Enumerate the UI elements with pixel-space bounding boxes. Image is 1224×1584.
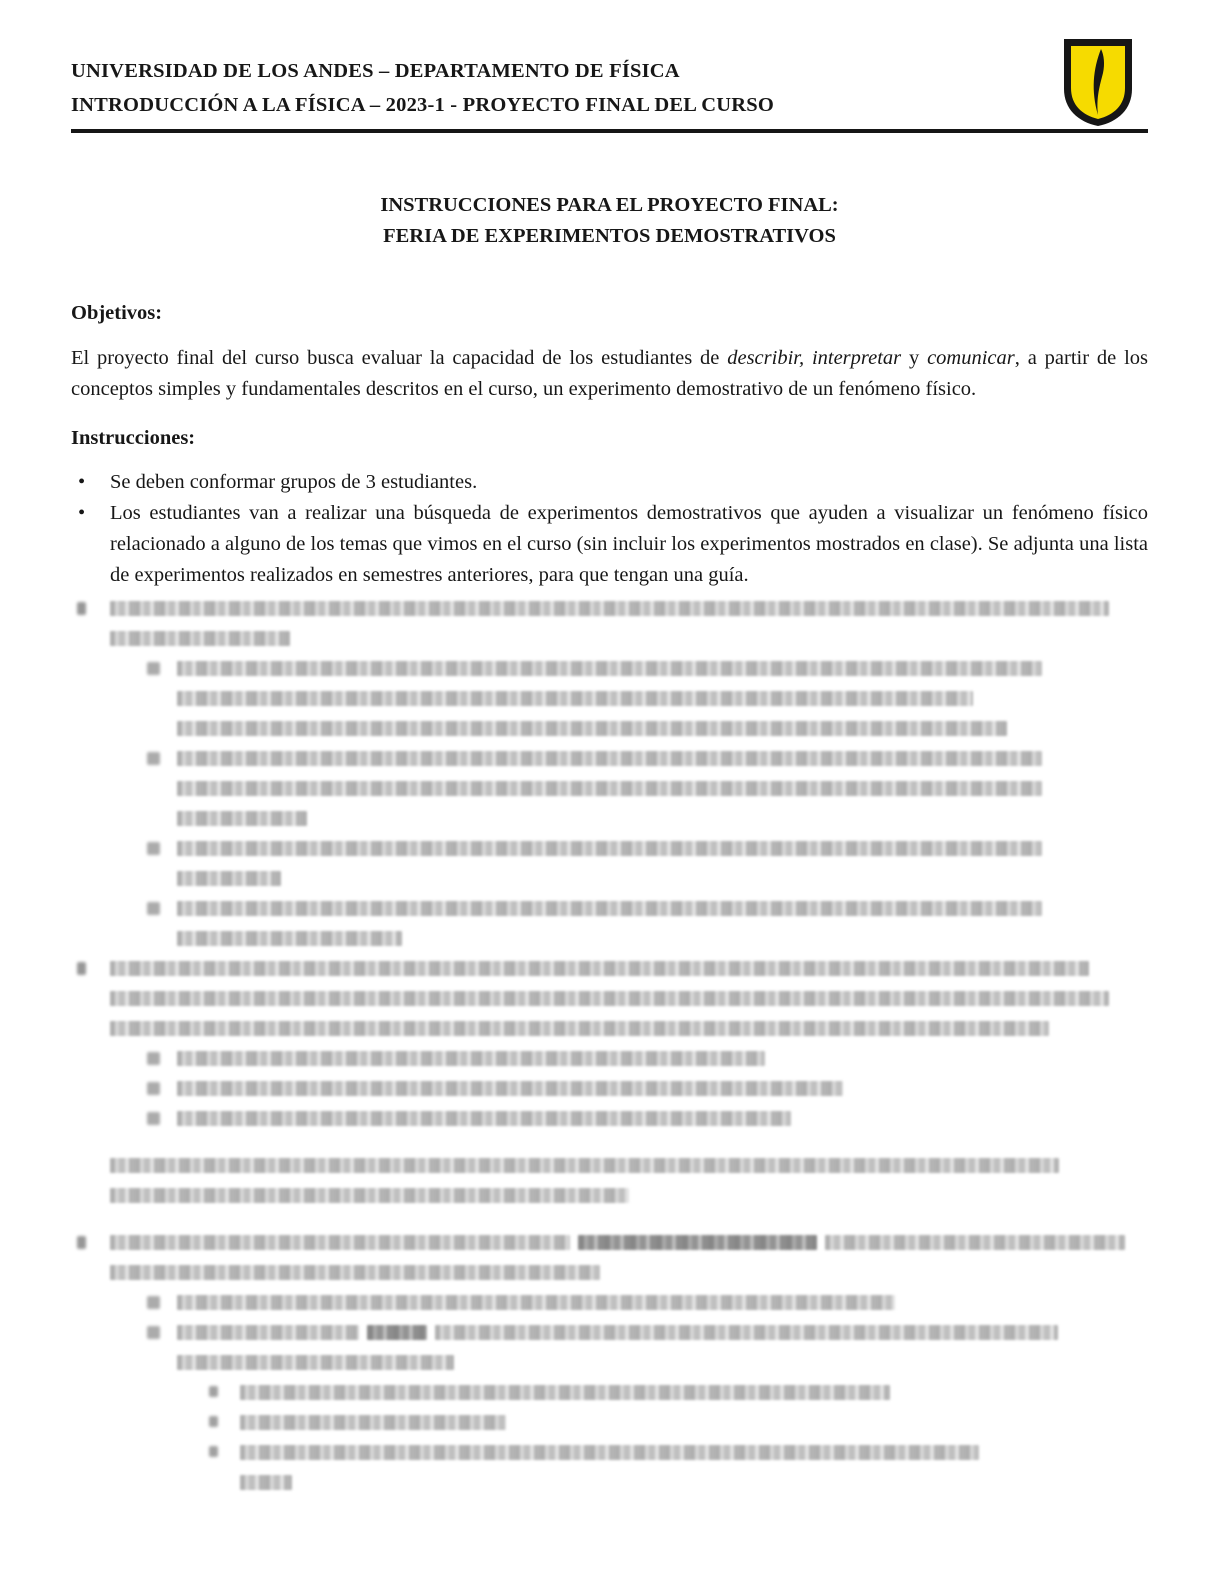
- redacted-text-line: [71, 1347, 1148, 1377]
- redacted-segment: [177, 661, 1042, 676]
- redacted-segment: [177, 871, 281, 886]
- redacted-text-line: [71, 833, 1148, 863]
- redacted-text-line: [71, 1103, 1148, 1133]
- bullet-marker: •: [78, 471, 86, 493]
- text-run: El proyecto final del curso busca evaluar la capacidad de los estudiantes de: [71, 347, 728, 369]
- redacted-text-line: [71, 683, 1148, 713]
- redacted-blurred-text-block: [71, 593, 1148, 1497]
- redacted-gap: [71, 1210, 1148, 1227]
- redacted-segment: [177, 1111, 791, 1126]
- redacted-sq-marker: [209, 1446, 218, 1457]
- redacted-text-line: [71, 1287, 1148, 1317]
- redacted-segment: [110, 991, 1109, 1006]
- redacted-segment: [177, 721, 1007, 736]
- redacted-segment: [435, 1325, 1058, 1340]
- redacted-text-line: [71, 1227, 1148, 1257]
- redacted-alpha-marker: [147, 842, 160, 855]
- instrucciones-heading: Instrucciones:: [71, 427, 196, 449]
- redacted-sq-marker: [209, 1416, 218, 1427]
- redacted-text-line: [71, 653, 1148, 683]
- redacted-alpha-marker: [147, 902, 160, 915]
- instrucciones-list: [71, 467, 1148, 591]
- redacted-text-line: [71, 953, 1148, 983]
- page-header: [71, 54, 1148, 133]
- redacted-dot-marker: [77, 602, 86, 615]
- header-line-1: UNIVERSIDAD DE LOS ANDES – DEPARTAMENTO DE FÍSICA: [71, 60, 680, 82]
- redacted-text-line: [71, 803, 1148, 833]
- objetivos-heading: Objetivos:: [71, 302, 163, 324]
- redacted-segment: [177, 1051, 765, 1066]
- redacted-alpha-marker: [147, 1082, 160, 1095]
- redacted-text-line: [71, 1180, 1148, 1210]
- redacted-segment: [825, 1235, 1125, 1250]
- redacted-segment: [177, 901, 1042, 916]
- italic-text-run: comunicar: [927, 347, 1015, 369]
- redacted-sq-marker: [209, 1386, 218, 1397]
- instruction-bullet-item: [71, 498, 1148, 591]
- redacted-segment: [177, 811, 307, 826]
- redacted-segment: [177, 1355, 454, 1370]
- instruction-bullet-item: [71, 467, 1148, 498]
- redacted-text-line: [71, 623, 1148, 653]
- redacted-text-line: [71, 743, 1148, 773]
- redacted-segment: [240, 1415, 506, 1430]
- redacted-segment: [177, 781, 1042, 796]
- document-title: [71, 190, 1148, 252]
- text-run: y: [901, 347, 928, 369]
- redacted-segment: [177, 751, 1042, 766]
- bullet-marker: •: [78, 502, 86, 524]
- redacted-text-line: [71, 1257, 1148, 1287]
- redacted-text-line: [71, 1317, 1148, 1347]
- redacted-dot-marker: [77, 1236, 86, 1249]
- text-run: , a partir de los conceptos simples y fundamentales descritos en el curso, un experimento demostrativo de un fenómeno físico.: [71, 347, 1148, 400]
- redacted-text-line: [71, 923, 1148, 953]
- redacted-text-line: [71, 713, 1148, 743]
- redacted-text-line: [71, 1073, 1148, 1103]
- redacted-text-line: [71, 773, 1148, 803]
- redacted-text-line: [71, 1377, 1148, 1407]
- redacted-segment: [177, 931, 402, 946]
- redacted-segment: [110, 601, 1109, 616]
- redacted-segment: [240, 1445, 979, 1460]
- redacted-alpha-marker: [147, 1052, 160, 1065]
- redacted-segment: [177, 691, 973, 706]
- redacted-gap: [71, 1133, 1148, 1150]
- redacted-segment: [240, 1475, 292, 1490]
- redacted-segment: [110, 1021, 1049, 1036]
- redacted-alpha-marker: [147, 1326, 160, 1339]
- redacted-segment: [110, 1265, 600, 1280]
- redacted-text-line: [71, 1407, 1148, 1437]
- redacted-alpha-marker: [147, 752, 160, 765]
- redacted-segment: [110, 961, 1089, 976]
- redacted-segment: [177, 1295, 895, 1310]
- redacted-text-line: [71, 593, 1148, 623]
- italic-text-run: describir, interpretar: [727, 347, 902, 369]
- bullet-text: Los estudiantes van a realizar una búsqueda de experimentos demostrativos que ayuden a visualizar un fenómeno físico relacionado a alguno de los temas que vimos en el curso (sin incluir los experimentos mostrados en clase). Se adjunta una lista de experimentos realizados en semestres anteriores, para que tengan una guía.: [110, 502, 1148, 586]
- redacted-alpha-marker: [147, 662, 160, 675]
- redacted-segment: [177, 1081, 843, 1096]
- redacted-text-line: [71, 1437, 1148, 1467]
- title-line-1: INSTRUCCIONES PARA EL PROYECTO FINAL:: [380, 194, 839, 216]
- redacted-segment: [110, 1158, 1059, 1173]
- redacted-text-line: [71, 893, 1148, 923]
- redacted-alpha-marker: [147, 1296, 160, 1309]
- redacted-segment: [367, 1325, 428, 1340]
- redacted-dot-marker: [77, 962, 86, 975]
- redacted-segment: [110, 631, 290, 646]
- redacted-alpha-marker: [147, 1112, 160, 1125]
- redacted-text-line: [71, 863, 1148, 893]
- redacted-text-line: [71, 1013, 1148, 1043]
- title-line-2: FERIA DE EXPERIMENTOS DEMOSTRATIVOS: [383, 225, 836, 247]
- bullet-text: Se deben conformar grupos de 3 estudiantes.: [110, 471, 478, 493]
- redacted-segment: [110, 1235, 570, 1250]
- redacted-segment: [177, 841, 1042, 856]
- header-divider: [71, 129, 1148, 133]
- redacted-text-line: [71, 1467, 1148, 1497]
- redacted-segment: [240, 1385, 890, 1400]
- objetivos-paragraph: [71, 343, 1148, 405]
- uniandes-logo-icon: [1060, 37, 1136, 129]
- redacted-text-line: [71, 1150, 1148, 1180]
- redacted-segment: [110, 1188, 629, 1203]
- redacted-segment: [177, 1325, 359, 1340]
- redacted-segment: [578, 1235, 818, 1250]
- redacted-text-line: [71, 1043, 1148, 1073]
- redacted-text-line: [71, 983, 1148, 1013]
- header-line-2: INTRODUCCIÓN A LA FÍSICA – 2023-1 - PROYECTO FINAL DEL CURSO: [71, 94, 775, 116]
